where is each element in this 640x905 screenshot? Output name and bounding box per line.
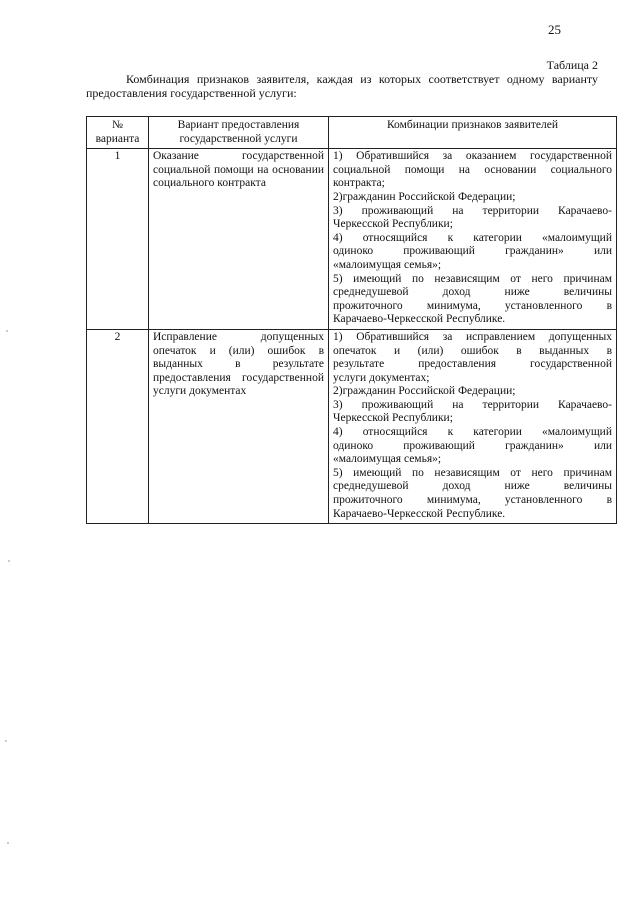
criteria-line: Карачаево-Черкесской Республике. [333, 313, 506, 326]
criteria-line: прожиточного минимума, установленного в [333, 299, 612, 312]
criteria-cell [329, 329, 617, 523]
criteria-line: 5) имеющий по независящим от него причинам [333, 466, 612, 479]
variant-number-cell: 2 [87, 329, 149, 523]
criteria-line: Черкесской Республики; [333, 218, 453, 231]
criteria-line: 3) проживающий на территории Карачаево- [333, 398, 612, 411]
scan-speck [7, 842, 9, 844]
variant-description-cell: Оказание государственной социальной помощи на основании социального контракта [149, 149, 329, 330]
table-caption: Таблица 2 [546, 58, 598, 72]
criteria-line: результате предоставления государственной [333, 358, 612, 371]
criteria-line: среднедушевой доход ниже величины [333, 480, 612, 493]
scan-speck [8, 560, 10, 562]
table-header-row [87, 117, 617, 149]
header-criteria: Комбинации признаков заявителей [329, 117, 617, 149]
criteria-line: социальной помощи на основании социального [333, 163, 612, 176]
criteria-line: прожиточного минимума, установленного в [333, 494, 612, 507]
criteria-line: «малоимущая семья»; [333, 453, 442, 466]
page-number: 25 [548, 22, 561, 37]
criteria-line: 4) относящийся к категории «малоимущий [333, 426, 612, 439]
criteria-line: одиноко проживающий гражданин» или [333, 439, 612, 452]
criteria-line: 2)гражданин Российской Федерации; [333, 190, 516, 203]
criteria-line: опечаток и (или) ошибок в выданных в [333, 344, 612, 357]
criteria-line: Карачаево-Черкесской Республике. [333, 507, 506, 520]
header-number-line2: варианта [95, 132, 140, 145]
criteria-line: Черкесской Республики; [333, 412, 453, 425]
criteria-cell [329, 149, 617, 330]
table-row [87, 149, 617, 330]
variants-table [86, 116, 617, 524]
header-variant: Вариант предоставления государственной услуги [149, 117, 329, 149]
criteria-line: 5) имеющий по независящим от него причинам [333, 272, 612, 285]
variant-number-cell: 1 [87, 149, 149, 330]
scan-speck [5, 740, 7, 742]
criteria-line: 3) проживающий на территории Карачаево- [333, 204, 612, 217]
header-number-line1: № [112, 119, 123, 131]
criteria-line: «малоимущая семья»; [333, 258, 442, 271]
criteria-line: 2)гражданин Российской Федерации; [333, 385, 516, 398]
header-number [87, 117, 149, 149]
criteria-line: контракта; [333, 177, 385, 190]
criteria-line: 1) Обратившийся за оказанием государственной [333, 150, 612, 163]
criteria-line: 1) Обратившийся за исправлением допущенных [333, 330, 612, 343]
intro-paragraph: Комбинация признаков заявителя, каждая из которых соответствует одному варианту предоставления государственной услуги: [86, 72, 598, 100]
criteria-line: среднедушевой доход ниже величины [333, 286, 612, 299]
variant-description-cell: Исправление допущенных опечаток и (или) ошибок в выданных в результате предоставления государственной услуги документах [149, 329, 329, 523]
criteria-line: услуги документах; [333, 371, 430, 384]
criteria-line: одиноко проживающий гражданин» или [333, 245, 612, 258]
criteria-line: 4) относящийся к категории «малоимущий [333, 231, 612, 244]
table-row [87, 329, 617, 523]
scan-speck [6, 330, 8, 332]
